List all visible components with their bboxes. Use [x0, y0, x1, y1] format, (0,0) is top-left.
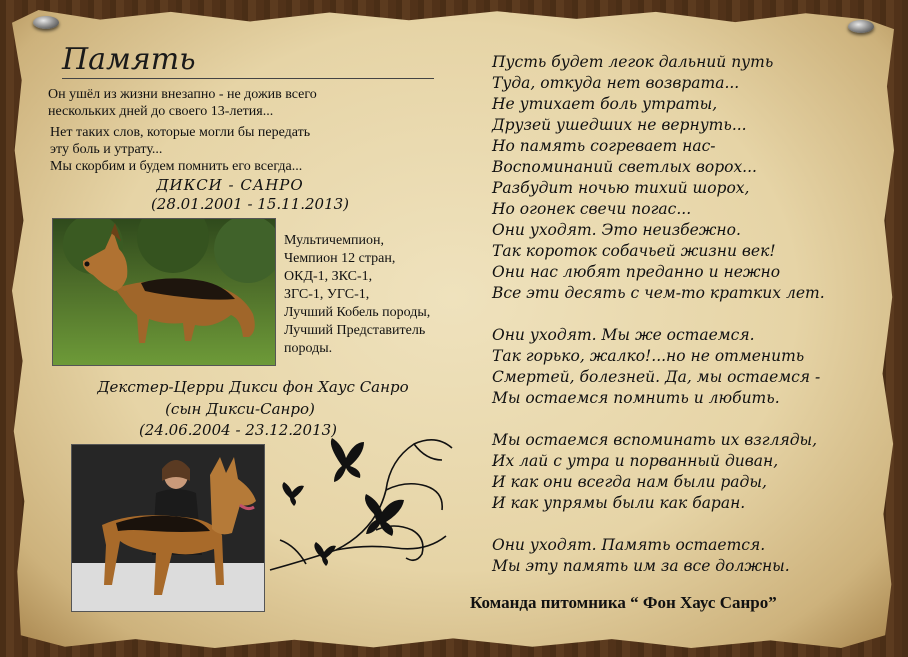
- stanza-gap: [492, 304, 825, 325]
- pin-icon: [848, 20, 874, 33]
- poem-line: Они уходят. Память остается.: [492, 536, 766, 554]
- poem-line: Но память согревает нас-: [492, 137, 716, 155]
- poem-line: Так короток собачьей жизни век!: [492, 242, 776, 260]
- dog1-dates: (28.01.2001 - 15.11.2013): [150, 195, 350, 213]
- poem-line: Так горько, жалко!...но не отменить: [492, 347, 805, 365]
- poem-line: Они уходят. Это неизбежно.: [492, 221, 741, 239]
- kennel-signature: Команда питомника “ Фон Хаус Санро”: [470, 593, 777, 612]
- dog2-relation: (сын Дикси-Санро): [165, 400, 315, 418]
- dog-photo-icon: [72, 445, 264, 611]
- poem-line: Мы остаемся помнить и любить.: [492, 389, 780, 407]
- poem-line: Туда, откуда нет возврата...: [492, 74, 740, 92]
- intro-line: нескольких дней до своего 13-летия...: [48, 104, 274, 119]
- poem-line: Мы эту память им за все должны.: [492, 557, 790, 575]
- poem-line: Не утихает боль утраты,: [492, 95, 718, 113]
- poem-line: Все эти десять с чем-то кратких лет.: [492, 284, 825, 302]
- intro-line: Нет таких слов, которые могли бы передать: [50, 125, 311, 140]
- poem-line: Смертей, болезней. Да, мы остаемся -: [492, 368, 821, 386]
- poem-line: И как они всегда нам были рады,: [492, 473, 767, 491]
- poem-line: Их лай с утра и порванный диван,: [492, 452, 779, 470]
- poem-line: Но огонек свечи погас...: [492, 200, 692, 218]
- stanza-gap: [492, 514, 825, 535]
- poem-line: И как упрямы были как баран.: [492, 494, 746, 512]
- poem-line: Они уходят. Мы же остаемся.: [492, 326, 755, 344]
- dog1-title: породы.: [284, 341, 333, 356]
- dog2-name: Декстер-Церри Дикси фон Хаус Санро: [97, 378, 409, 396]
- dog1-title: ЗГС-1, УГС-1,: [284, 287, 370, 302]
- dog1-photo: [52, 218, 276, 366]
- stanza-gap: [492, 409, 825, 430]
- dog1-title: Лучший Кобель породы,: [284, 305, 431, 320]
- poem-line: Пусть будет легок дальний путь: [492, 53, 774, 71]
- butterfly-swirl-ornament: [266, 430, 472, 580]
- pin-icon: [33, 16, 59, 29]
- dog1-title: ОКД-1, ЗКС-1,: [284, 269, 373, 284]
- memorial-poem: [492, 52, 825, 577]
- dog-photo-icon: [53, 219, 275, 365]
- poem-line: Они нас любят преданно и нежно: [492, 263, 781, 281]
- intro-line: Он ушёл из жизни внезапно - не дожив всего: [48, 87, 317, 102]
- poem-line: Мы остаемся вспоминать их взгляды,: [492, 431, 818, 449]
- dog2-photo: [71, 444, 265, 612]
- intro-line: эту боль и утрату...: [50, 142, 163, 157]
- dog1-title: Чемпион 12 стран,: [284, 251, 396, 266]
- dog2-dates: (24.06.2004 - 23.12.2013): [138, 421, 338, 439]
- poem-line: Воспоминаний светлых ворох...: [492, 158, 757, 176]
- dog1-name: ДИКСИ - САНРО: [156, 176, 304, 194]
- dog1-title: Лучший Представитель: [284, 323, 426, 338]
- intro-line: Мы скорбим и будем помнить его всегда...: [50, 159, 303, 174]
- title-underline: [62, 78, 434, 79]
- dog1-title: Мультичемпион,: [284, 233, 385, 248]
- page-title: Память: [62, 42, 196, 77]
- poem-line: Разбудит ночью тихий шорох,: [492, 179, 750, 197]
- poem-line: Друзей ушедших не вернуть...: [492, 116, 747, 134]
